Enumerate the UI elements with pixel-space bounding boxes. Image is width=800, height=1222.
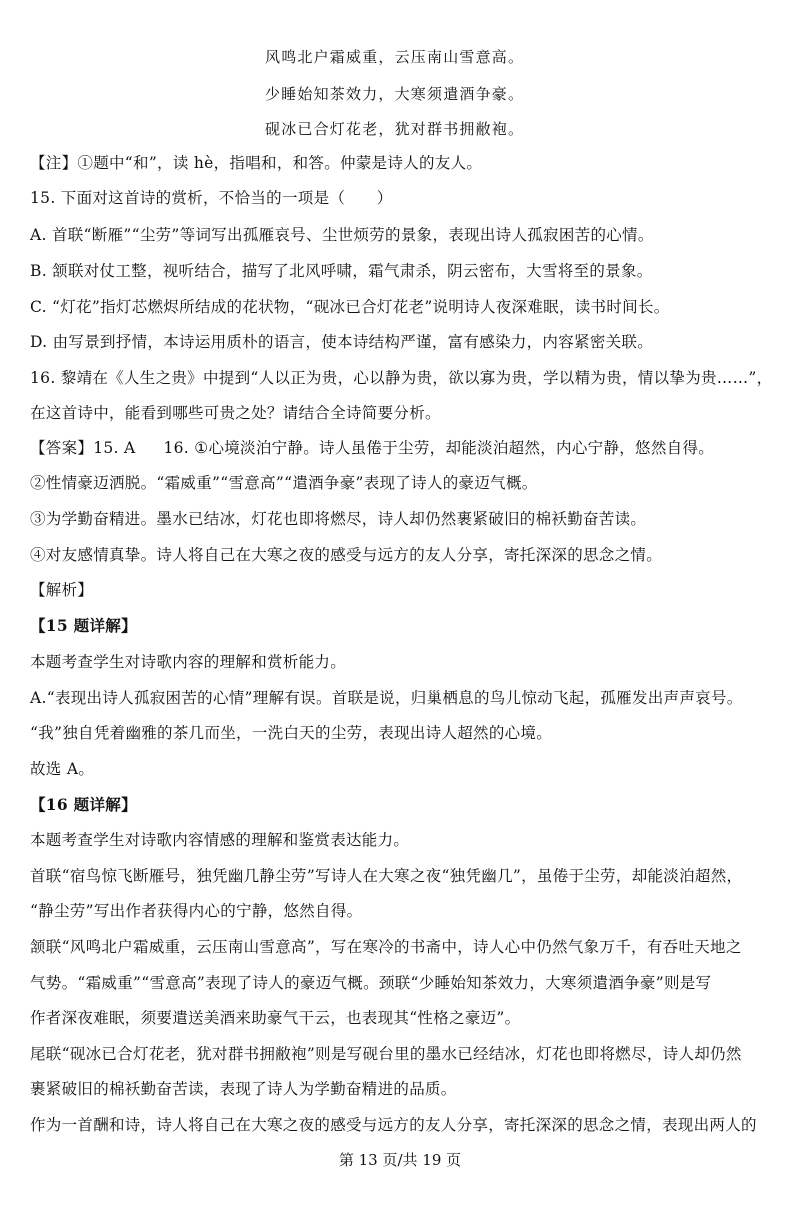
q15-stem: 15. 下面对这首诗的赏析，不恰当的一项是（ ） [30, 189, 393, 207]
note: 【注】①题中“和”，读 hè，指唱和，和答。仲蒙是诗人的友人。 [30, 154, 483, 172]
answer-point-3: ③为学勤奋精进。墨水已结冰，灯花也即将燃尽，诗人却仍然裹紧破旧的棉袄勤奋苦读。 [30, 510, 647, 528]
detail16-heading: 【16 题详解】 [30, 795, 137, 814]
detail15-line-1: 本题考查学生对诗歌内容的理解和赏析能力。 [30, 653, 347, 671]
poem-line-3: 砚冰已合灯花老，犹对群书拥敝袍。 [265, 120, 525, 138]
detail16-line-4: 颔联“风鸣北户霜威重，云压南山雪意高”，写在寒冷的书斋中，诗人心中仍然气象万千，有吞吐天地之 [30, 938, 742, 956]
q15-option-b: B. 颔联对仗工整，视听结合，描写了北风呼啸，霜气肃杀，阴云密布，大雪将至的景象。 [30, 262, 653, 280]
answer-line [30, 437, 775, 459]
detail16-line-6: 作者深夜难眠，须要遣送美酒来助豪气干云，也表现其“性格之豪迈”。 [30, 1009, 521, 1027]
detail16-line-8: 裹紧破旧的棉袄勤奋苦读，表现了诗人为学勤奋精进的品质。 [30, 1080, 457, 1098]
answer-q16-first: 16. ①心境淡泊宁静。诗人虽倦于尘劳，却能淡泊超然，内心宁静，悠然自得。 [163, 439, 715, 457]
answer-point-4: ④对友感情真挚。诗人将自己在大寒之夜的感受与远方的友人分享，寄托深深的思念之情。 [30, 546, 663, 564]
analysis-label: 【解析】 [30, 581, 94, 599]
detail16-line-9: 作为一首酬和诗，诗人将自己在大寒之夜的感受与远方的友人分享，寄托深深的思念之情，表现出两人的 [30, 1116, 757, 1134]
answer-label: 【答案】 [30, 439, 94, 457]
q16-line-1: 16. 黎靖在《人生之贵》中提到“人以正为贵，心以静为贵，欲以寡为贵，学以精为贵，情以挚为贵……”， [30, 369, 773, 387]
detail15-line-3: “我”独自凭着幽雅的茶几而坐，一洗白天的尘劳，表现出诗人超然的心境。 [30, 724, 553, 742]
detail16-line-2: 首联“宿鸟惊飞断雁号，独凭幽几静尘劳”写诗人在大寒之夜“独凭幽几”，虽倦于尘劳，却能淡泊超然， [30, 867, 743, 885]
detail15-heading: 【15 题详解】 [30, 616, 137, 635]
detail15-line-2: A.“表现出诗人孤寂困苦的心情”理解有误。首联是说，归巢栖息的鸟儿惊动飞起，孤雁发出声声哀号。 [30, 689, 743, 707]
detail16-line-3: “静尘劳”写出作者获得内心的宁静，悠然自得。 [30, 902, 363, 920]
q15-option-c: C. “灯花”指灯芯燃烬所结成的花状物，“砚冰已合灯花老”说明诗人夜深难眠，读书时间长。 [30, 298, 670, 316]
poem-line-1: 风鸣北户霜威重，云压南山雪意高。 [265, 48, 525, 66]
q16-line-2: 在这首诗中，能看到哪些可贵之处？请结合全诗简要分析。 [30, 404, 441, 422]
answer-point-2: ②性情豪迈洒脱。“霜威重”“雪意高”“遣酒争豪”表现了诗人的豪迈气概。 [30, 474, 538, 492]
q15-option-d: D. 由写景到抒情，本诗运用质朴的语言，使本诗结构严谨，富有感染力，内容紧密关联。 [30, 333, 654, 351]
detail16-line-7: 尾联“砚冰已合灯花老，犹对群书拥敝袍”则是写砚台里的墨水已经结冰，灯花也即将燃尽，诗人却仍然 [30, 1045, 742, 1063]
detail15-line-4: 故选 A。 [30, 760, 95, 778]
answer-q15: 15. A [93, 439, 136, 457]
q15-option-a: A. 首联“断雁”“尘劳”等词写出孤雁哀号、尘世烦劳的景象，表现出诗人孤寂困苦的心情。 [30, 226, 654, 244]
detail16-line-1: 本题考查学生对诗歌内容情感的理解和鉴赏表达能力。 [30, 831, 410, 849]
detail16-line-5: 气势。“霜威重”“雪意高”表现了诗人的豪迈气概。颈联“少睡始知茶效力，大寒须遣酒争豪”则是写 [30, 974, 712, 992]
poem-line-2: 少睡始知茶效力，大寒须遣酒争豪。 [265, 85, 525, 103]
page-footer: 第 13 页/共 19 页 [338, 1151, 462, 1169]
